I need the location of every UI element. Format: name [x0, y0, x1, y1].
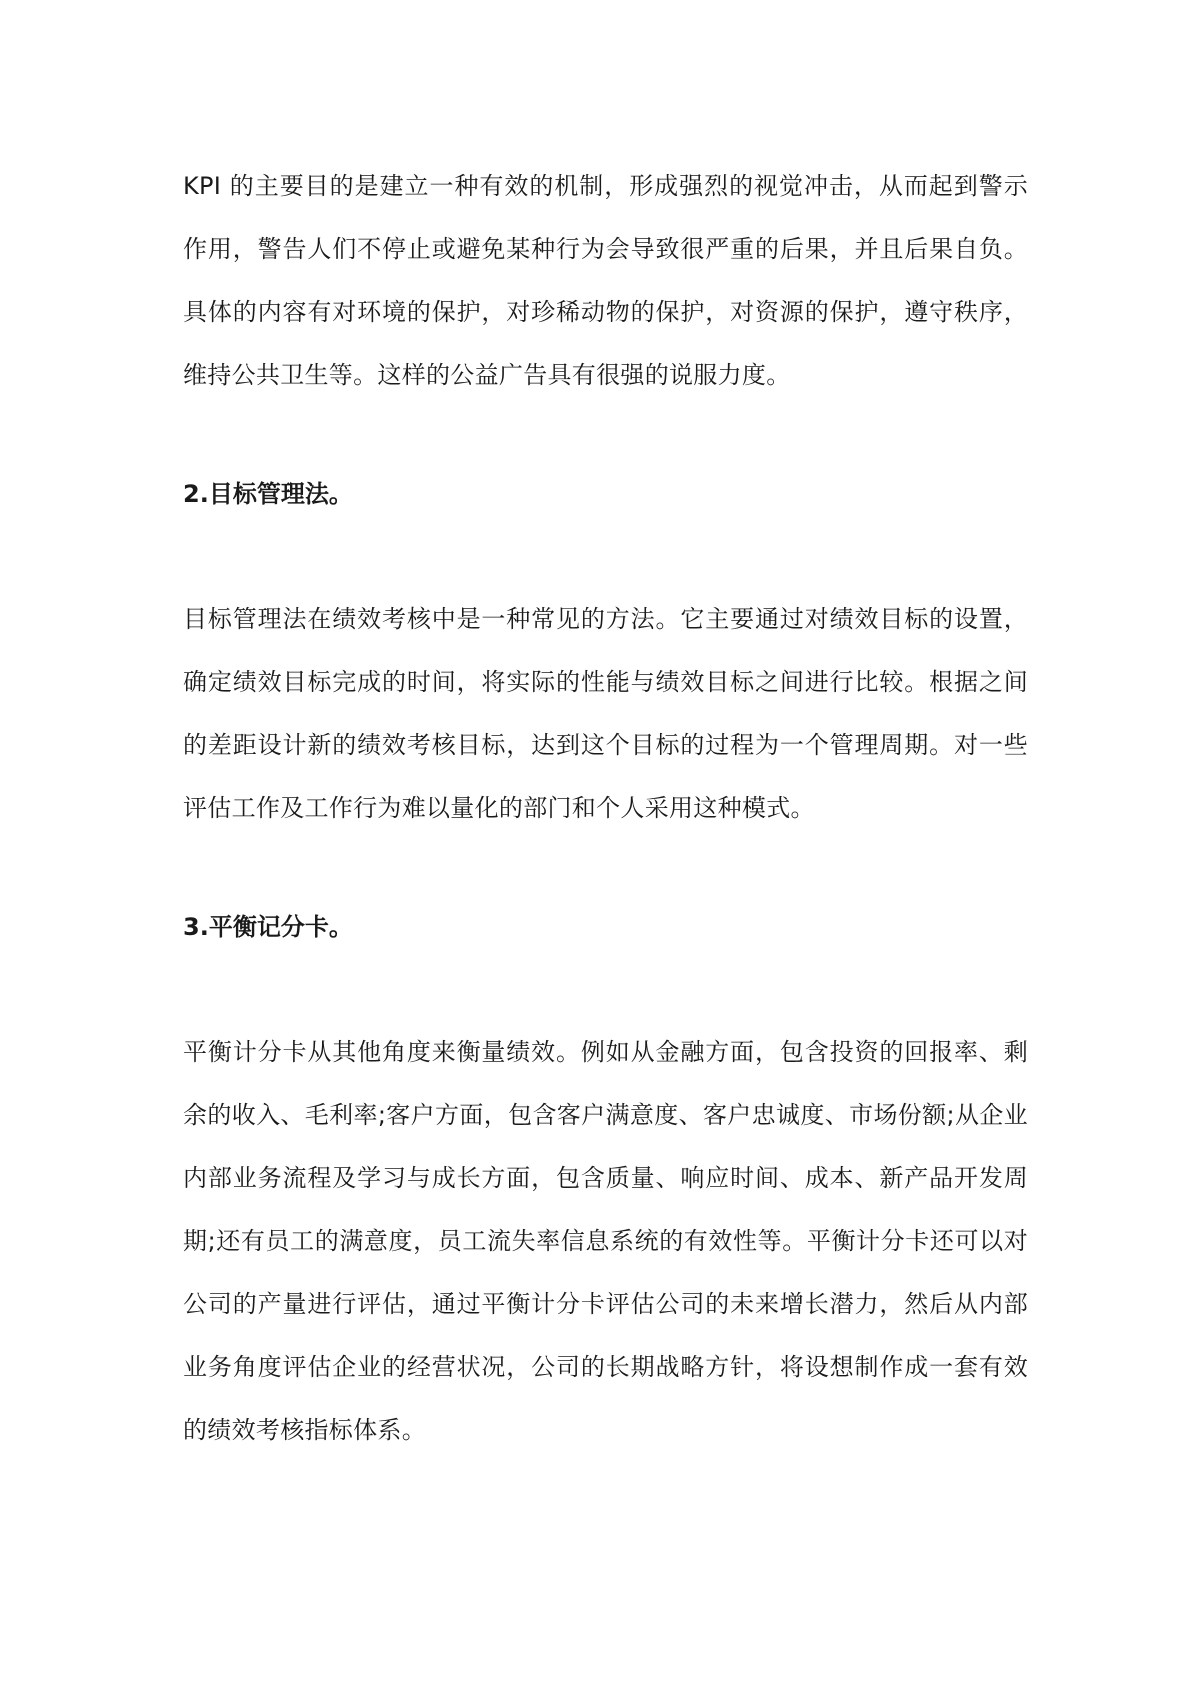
document-body [183, 155, 1028, 1462]
paragraph-kpi: KPI 的主要目的是建立一种有效的机制，形成强烈的视觉冲击，从而起到警示作用，警告人们不停止或避免某种行为会导致很严重的后果，并且后果自负。具体的内容有对环境的保护，对珍稀动物的保护，对资源的保护，遵守秩序，维持公共卫生等。这样的公益广告具有很强的说服力度。 [183, 172, 1028, 389]
heading-balanced-scorecard: 3.平衡记分卡。 [183, 913, 353, 941]
paragraph-balanced-scorecard: 平衡计分卡从其他角度来衡量绩效。例如从金融方面，包含投资的回报率、剩余的收入、毛利率;客户方面，包含客户满意度、客户忠诚度、市场份额;从企业内部业务流程及学习与成长方面，包含质量、响应时间、成本、新产品开发周期;还有员工的满意度，员工流失率信息系统的有效性等。平衡计分卡还可以对公司的产量进行评估，通过平衡计分卡评估公司的未来增长潜力，然后从内部业务角度评估企业的经营状况，公司的长期战略方针，将设想制作成一套有效的绩效考核指标体系。 [183, 1038, 1028, 1444]
paragraph-objective-management: 目标管理法在绩效考核中是一种常见的方法。它主要通过对绩效目标的设置，确定绩效目标完成的时间，将实际的性能与绩效目标之间进行比较。根据之间的差距设计新的绩效考核目标，达到这个目标的过程为一个管理周期。对一些评估工作及工作行为难以量化的部门和个人采用这种模式。 [183, 605, 1028, 822]
heading-objective-management: 2.目标管理法。 [183, 480, 353, 508]
